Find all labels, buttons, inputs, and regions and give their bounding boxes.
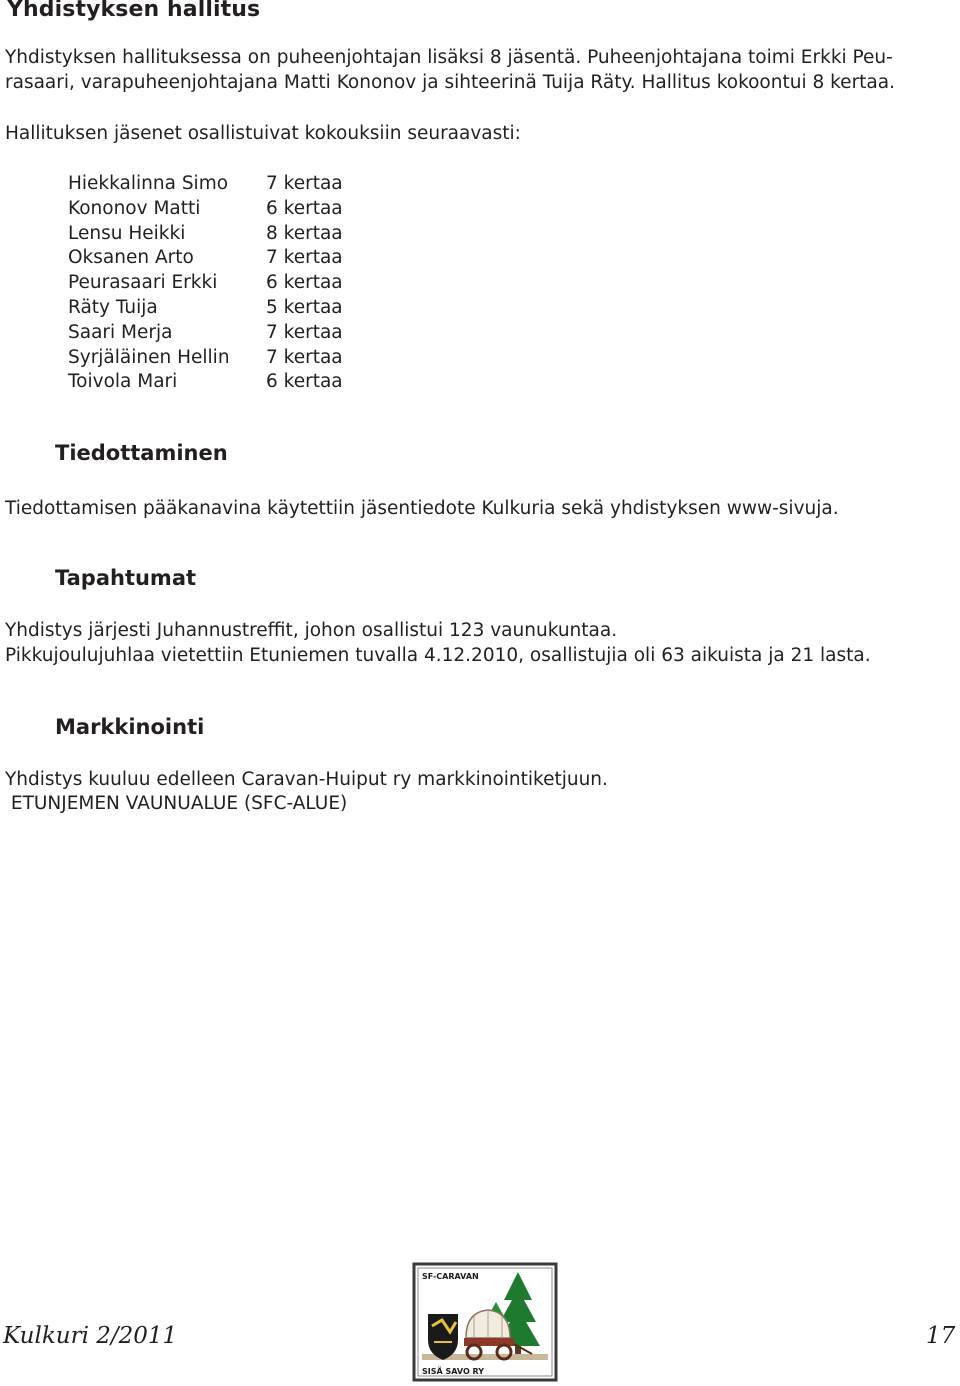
member-name: Peurasaari Erkki xyxy=(68,272,218,294)
meeting-count: 7 kertaa xyxy=(266,346,343,368)
list-item xyxy=(68,246,343,271)
member-name: Toivola Mari xyxy=(68,371,178,393)
list-item xyxy=(68,222,343,247)
club-logo xyxy=(412,1262,558,1382)
member-name: Räty Tuija xyxy=(68,296,158,318)
member-name: Hiekkalinna Simo xyxy=(68,173,229,194)
list-item xyxy=(68,370,343,395)
page-number: 17 xyxy=(926,1323,956,1349)
info-section-title: Tiedottaminen xyxy=(55,441,228,465)
member-name: Saari Merja xyxy=(68,321,173,343)
member-name: Kononov Matti xyxy=(68,197,201,219)
logo-top-text: SF-CARAVAN xyxy=(422,1272,479,1281)
board-intro-line-1: Yhdistyksen hallituksessa on puheenjohtajan lisäksi 8 jäsentä. Puheenjohtajana toimi Erkki Peu- xyxy=(5,47,893,68)
meeting-count: 7 kertaa xyxy=(266,321,343,343)
meeting-count: 6 kertaa xyxy=(266,272,343,294)
logo-bottom-text: SISÄ SAVO RY xyxy=(422,1367,485,1376)
meeting-count: 6 kertaa xyxy=(266,197,343,219)
meeting-count: 7 kertaa xyxy=(266,247,343,269)
list-item xyxy=(68,296,343,321)
meeting-count: 7 kertaa xyxy=(266,173,343,194)
member-name: Oksanen Arto xyxy=(68,247,194,269)
marketing-section-title: Markkinointi xyxy=(55,715,205,739)
events-line-1: Yhdistys järjesti Juhannustreffit, johon osallistui 123 vaunukuntaa. xyxy=(5,620,618,641)
club-logo-graphic xyxy=(412,1262,558,1382)
events-line-2: Pikkujoulujuhlaa vietettiin Etuniemen tuvalla 4.12.2010, osallistujia oli 63 aikuista ja 21 lasta. xyxy=(5,645,871,666)
member-name: Syrjäläinen Hellin xyxy=(68,346,230,368)
list-item xyxy=(68,197,343,222)
meeting-count: 8 kertaa xyxy=(266,222,343,244)
events-section-title: Tapahtumat xyxy=(55,566,197,590)
marketing-line-1: Yhdistys kuuluu edelleen Caravan-Huiput ry markkinointiketjuun. xyxy=(5,769,608,790)
attendance-list xyxy=(68,172,343,395)
list-item xyxy=(68,346,343,371)
attendance-intro: Hallituksen jäsenet osallistuivat kokouksiin seuraavasti: xyxy=(5,123,521,144)
marketing-line-2: ETUNJEMEN VAUNUALUE (SFC-ALUE) xyxy=(5,793,348,814)
board-section-title: Yhdistyksen hallitus xyxy=(7,0,261,22)
board-intro-line-2: rasaari, varapuheenjohtajana Matti Kononov ja sihteerinä Tuija Räty. Hallitus kokoontui 8 kertaa. xyxy=(5,72,895,93)
meeting-count: 6 kertaa xyxy=(266,371,343,393)
publication-name: Kulkuri 2/2011 xyxy=(3,1323,178,1349)
meeting-count: 5 kertaa xyxy=(266,296,343,318)
list-item xyxy=(68,321,343,346)
info-text: Tiedottamisen pääkanavina käytettiin jäsentiedote Kulkuria sekä yhdistyksen www-sivuja. xyxy=(5,498,839,519)
member-name: Lensu Heikki xyxy=(68,222,186,244)
list-item xyxy=(68,271,343,296)
list-item xyxy=(68,172,343,197)
